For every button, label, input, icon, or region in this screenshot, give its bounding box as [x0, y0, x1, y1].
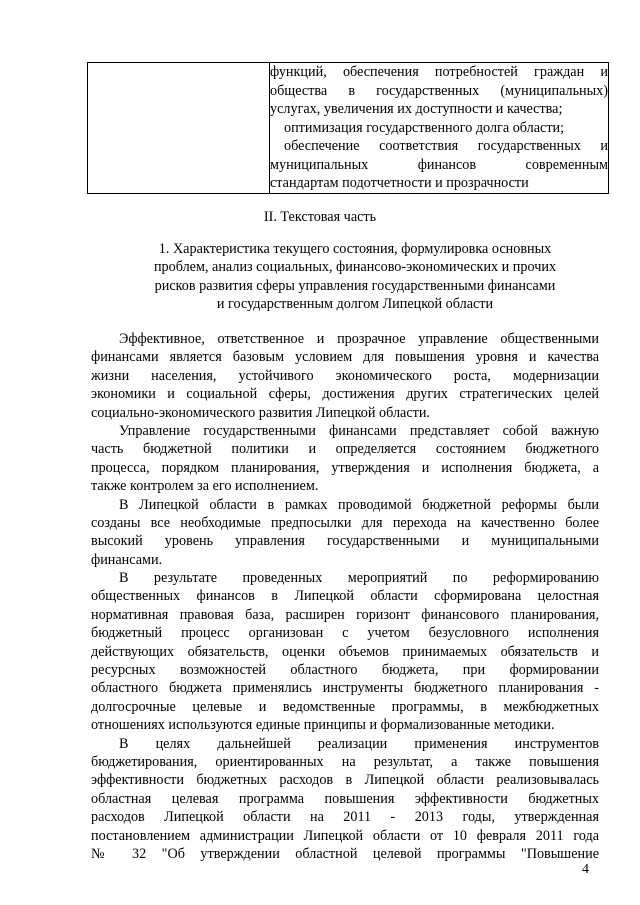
paragraph-line: № 32 "Об утверждении областной целевой программы "Повышение	[91, 845, 599, 862]
body-text	[91, 330, 599, 863]
paragraph-line: высокий уровень управления государственными и муниципальными	[91, 533, 599, 550]
paragraph-line: Управление государственными финансами представляет собой важную	[119, 422, 599, 439]
paragraph-line: часть бюджетной политики и определяется состоянием бюджетного	[91, 441, 599, 458]
table-cell-empty	[88, 63, 270, 194]
heading-line: проблем, анализ социальных, финансово-экономических и прочих	[153, 259, 557, 276]
table-row	[88, 63, 609, 194]
subsection-heading	[120, 240, 590, 313]
heading-line: и государственным долгом Липецкой области	[216, 295, 494, 312]
paragraph-line: экономики и социальной сферы, достижения других стратегических целей	[91, 386, 599, 403]
cell-text-line: оптимизация государственного долга области;	[284, 119, 565, 136]
paragraph-line: постановлением администрации Липецкой области от 10 февраля 2011 года	[91, 827, 599, 844]
paragraph-line: расходов Липецкой области на 2011 - 2013 годы, утвержденная	[91, 809, 599, 826]
paragraph-line: эффективности бюджетных расходов в Липецкой области реализовывалась	[91, 772, 599, 789]
table-cell-text	[270, 63, 609, 194]
paragraph-line: областного бюджета применялись инструменты бюджетного планирования -	[91, 680, 599, 697]
paragraph-line: Эффективное, ответственное и прозрачное управление общественными	[119, 331, 599, 347]
paragraph-line: жизни населения, устойчивого экономического роста, модернизации	[91, 367, 599, 384]
heading-line: 1. Характеристика текущего состояния, формулировка основных	[158, 241, 552, 257]
cell-text-line: муниципальных финансов современным	[270, 156, 608, 173]
paragraph-line: В целях дальнейшей реализации применения инструментов	[119, 735, 599, 752]
cell-text-line: услугах, увеличения их доступности и качества;	[270, 101, 563, 117]
paragraph-line: бюджетирования, ориентированных на результат, а также повышения	[91, 753, 599, 770]
page-number: 4	[582, 862, 589, 877]
paragraph-line: В Липецкой области в рамках проводимой бюджетной реформы были	[119, 496, 599, 513]
paragraph-line: областная целевая программа повышения эффективности бюджетных	[91, 790, 599, 807]
paragraph-line: действующих обязательств, оценки объемов принимаемых обязательств и	[91, 643, 599, 660]
paragraph-line: общественных финансов в Липецкой области сформирована целостная	[91, 588, 599, 605]
paragraph-line: нормативная правовая база, расширен горизонт финансового планирования,	[91, 606, 599, 623]
paragraph-line: финансами.	[91, 551, 163, 568]
paragraph-line: созданы все необходимые предпосылки для перехода на качественно более	[91, 514, 599, 531]
paragraph-line: процесса, порядком планирования, утверждения и исполнения бюджета, а	[91, 459, 599, 476]
paragraph-line: социально-экономического развития Липецкой области.	[91, 404, 430, 421]
paragraph-line: бюджетный процесс организован с учетом безусловного исполнения	[91, 625, 599, 642]
paragraph-line: долгосрочные целевые и ведомственные программы, в межбюджетных	[91, 698, 599, 715]
cell-text-line: общества в государственных (муниципальных)	[270, 82, 608, 99]
cell-text-line: функций, обеспечения потребностей граждан и	[270, 64, 608, 80]
cell-text-line: обеспечение соответствия государственных и	[284, 138, 608, 154]
heading-line: рисков развития сферы управления государственными финансами	[154, 277, 556, 294]
cell-text-line: стандартам подотчетности и прозрачности	[270, 175, 529, 191]
paragraph-line: ресурсных возможностей областного бюджета, при формировании	[91, 662, 599, 679]
section-title: II. Текстовая часть	[263, 209, 377, 225]
paragraph-line: финансами является базовым условием для повышения уровня и качества	[91, 349, 599, 366]
continuation-table	[87, 62, 609, 194]
paragraph-line: В результате проведенных мероприятий по реформированию	[119, 570, 599, 587]
paragraph-line: отношениях используются единые принципы и формализованные методики.	[91, 717, 555, 734]
paragraph-line: также контролем за его исполнением.	[91, 478, 319, 495]
